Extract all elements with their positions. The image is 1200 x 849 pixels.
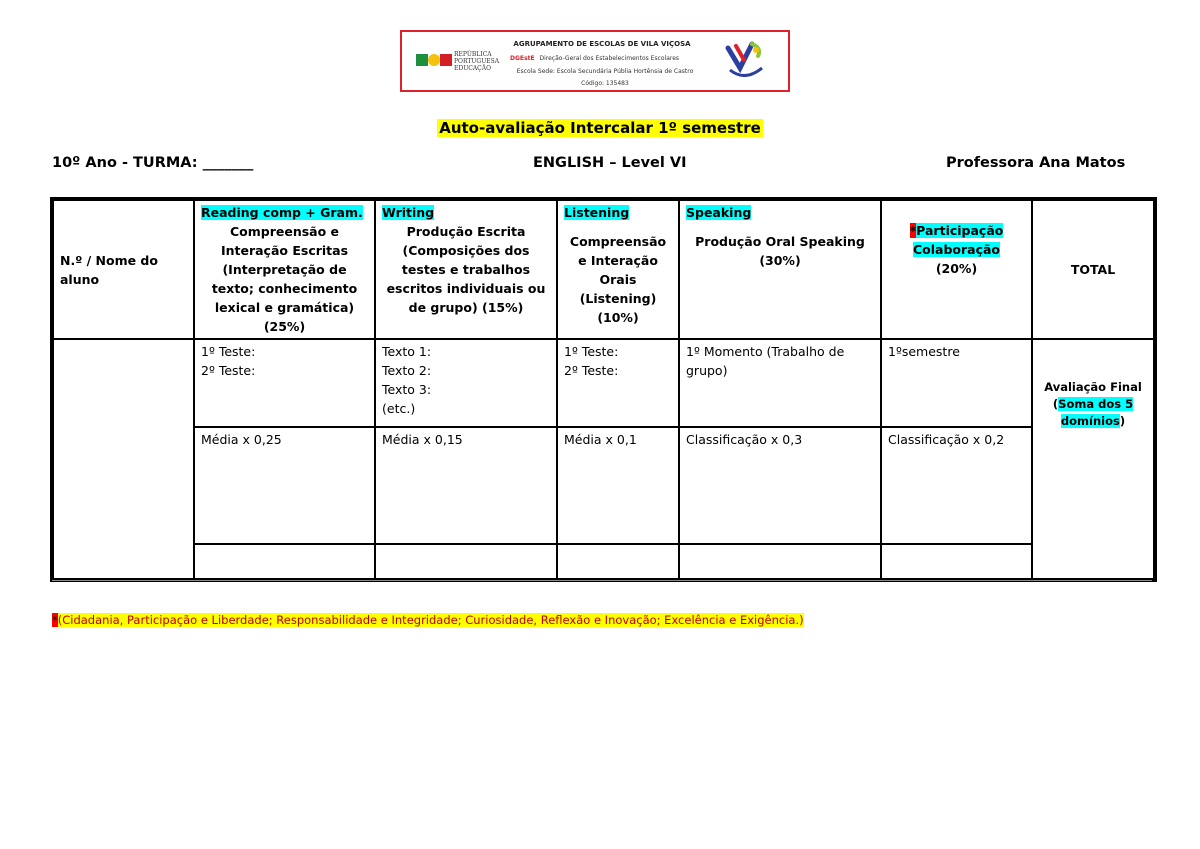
writing-desc: Produção Escrita (Composições dos testes e trabalhos escritos individuais ou de grupo) (15%) [386, 224, 546, 315]
reading-test-2: 2º Teste: [201, 363, 256, 378]
participation-pct: (20%) [935, 261, 978, 276]
speaking-category: Speaking [686, 205, 752, 220]
footnote [52, 613, 804, 627]
school-name: Escola Sede: Escola Secundária Públia Hortênsia de Castro [516, 68, 694, 75]
listening-category: Listening [564, 205, 630, 220]
agrupamento-name: AGRUPAMENTO DE ESCOLAS DE VILA VIÇOSA [513, 40, 691, 48]
listening-test-1: 1º Teste: [564, 344, 619, 359]
reading-category: Reading comp + Gram. [201, 205, 363, 220]
writing-tests-cell[interactable] [375, 339, 557, 427]
footnote-text: (Cidadania, Participação e Liberdade; Responsabilidade e Integridade; Curiosidade, Reflexão e Inovação; Excelência e Exigência.) [57, 613, 804, 627]
participation-tests-cell[interactable] [881, 339, 1032, 427]
participation-category: Participação Colaboração [912, 223, 1004, 257]
student-name-header: N.º / Nome do aluno [53, 200, 194, 339]
subject-label: ENGLISH – Level VI [533, 155, 687, 171]
participation-formula-cell[interactable]: Classificação x 0,2 [881, 427, 1032, 544]
writing-text-3: Texto 3: [382, 382, 432, 397]
document-title: Auto-avaliação Intercalar 1º semestre [439, 119, 761, 137]
school-code: Código: 135483 [581, 80, 629, 87]
reading-header [194, 200, 375, 339]
reading-tests-cell[interactable] [194, 339, 375, 427]
footnote-star: * [52, 613, 58, 627]
dgeste-text: Direção-Geral dos Estabelecimentos Escolares [539, 55, 680, 62]
footnote-divider [52, 580, 1152, 581]
reading-result-cell[interactable] [194, 544, 375, 579]
speaking-desc: Produção Oral Speaking (30%) [695, 234, 865, 268]
dgeste-line [510, 55, 700, 62]
writing-header [375, 200, 557, 339]
teacher-label: Professora Ana Matos [946, 155, 1126, 171]
listening-formula-cell[interactable]: Média x 0,1 [557, 427, 679, 544]
listening-desc: Compreensão e Interação Orais (Listening) (10%) [569, 234, 667, 325]
speaking-formula-cell[interactable]: Classificação x 0,3 [679, 427, 881, 544]
school-header-logo [400, 30, 790, 92]
listening-result-cell[interactable] [557, 544, 679, 579]
class-label: 10º Ano - TURMA: _______ [52, 155, 254, 171]
table-row-results [53, 544, 1154, 579]
writing-text-2: Texto 2: [382, 363, 432, 378]
table-header-row [53, 200, 1154, 339]
listening-header [557, 200, 679, 339]
participation-semester: 1ºsemestre [888, 344, 960, 359]
writing-result-cell[interactable] [375, 544, 557, 579]
listening-test-2: 2º Teste: [564, 363, 619, 378]
speaking-moment-1: 1º Momento (Trabalho de grupo) [686, 344, 845, 378]
republic-text: REPÚBLICA PORTUGUESA EDUCAÇÃO [454, 51, 500, 72]
participation-result-cell[interactable] [881, 544, 1032, 579]
speaking-header [679, 200, 881, 339]
speaking-tests-cell[interactable] [679, 339, 881, 427]
school-logo-icon [722, 38, 768, 84]
final-evaluation-label: Avaliação Final [1044, 379, 1142, 394]
table-row-tests [53, 339, 1154, 427]
listening-tests-cell[interactable] [557, 339, 679, 427]
total-header: TOTAL [1032, 200, 1154, 339]
portugal-flag-icon [416, 54, 452, 66]
writing-etc: (etc.) [382, 401, 416, 416]
reading-desc: Compreensão e Interação Escritas (Interpretação de texto; conhecimento lexical e gramática) (25%) [211, 224, 358, 334]
evaluation-table [52, 199, 1155, 580]
final-evaluation-cell[interactable] [1032, 339, 1154, 579]
participation-header [881, 200, 1032, 339]
reading-test-1: 1º Teste: [201, 344, 256, 359]
participation-star: * [909, 223, 917, 238]
writing-formula-cell[interactable]: Média x 0,15 [375, 427, 557, 544]
writing-text-1: Texto 1: [382, 344, 432, 359]
final-evaluation-sum: (Soma dos 5 domínios) [1052, 396, 1134, 428]
student-name-cell[interactable] [53, 339, 194, 579]
reading-formula-cell[interactable]: Média x 0,25 [194, 427, 375, 544]
writing-category: Writing [382, 205, 435, 220]
speaking-result-cell[interactable] [679, 544, 881, 579]
dgeste-tag: DGEstE [510, 55, 535, 62]
table-row-formulas [53, 427, 1154, 544]
